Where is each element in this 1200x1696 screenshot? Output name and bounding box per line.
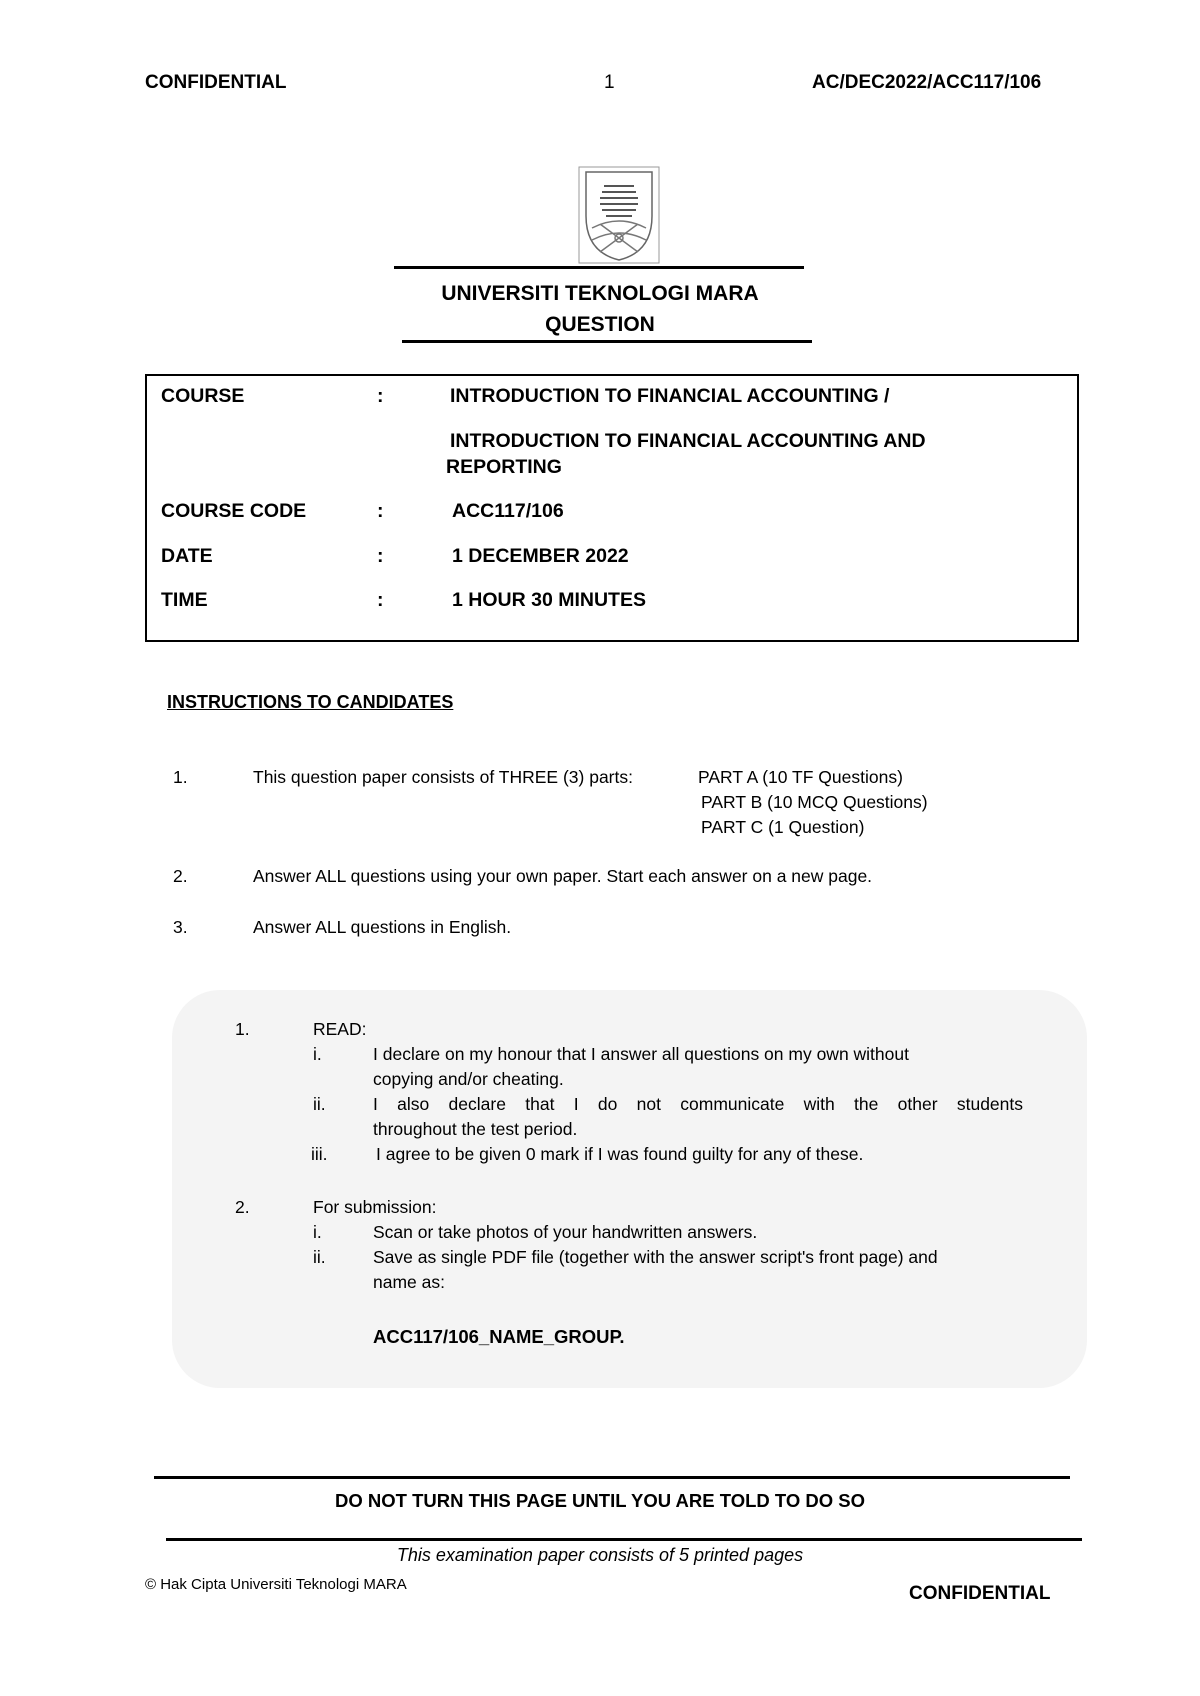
footer-rule-top xyxy=(154,1476,1070,1479)
university-logo xyxy=(578,166,660,264)
time-label: TIME xyxy=(161,589,208,611)
declaration-title: For submission: xyxy=(313,1197,437,1217)
declaration-sub-text: copying and/or cheating. xyxy=(373,1069,564,1089)
university-name: UNIVERSITI TEKNOLOGI MARA xyxy=(441,282,759,305)
declaration-sub-text: name as: xyxy=(373,1272,445,1292)
declaration-sub-text: Save as single PDF file (together with the answer script's front page) and xyxy=(373,1247,938,1267)
title-rule-bottom xyxy=(402,340,812,343)
instruction-part: PART C (1 Question) xyxy=(701,817,865,837)
footer-rule-bottom xyxy=(166,1538,1082,1541)
copyright: © Hak Cipta Universiti Teknologi MARA xyxy=(145,1576,407,1593)
course-value-line1: INTRODUCTION TO FINANCIAL ACCOUNTING / xyxy=(450,385,890,407)
do-not-turn-warning: DO NOT TURN THIS PAGE UNTIL YOU ARE TOLD TO DO SO xyxy=(334,1490,866,1511)
instructions-heading: INSTRUCTIONS TO CANDIDATES xyxy=(167,692,454,712)
instruction-number: 3. xyxy=(173,917,188,937)
course-code-label: COURSE CODE xyxy=(161,500,307,522)
date-value: 1 DECEMBER 2022 xyxy=(452,545,629,567)
header-confidential: CONFIDENTIAL xyxy=(145,72,287,93)
course-value-line3: REPORTING xyxy=(446,456,562,478)
page-number: 1 xyxy=(604,72,615,93)
pages-note: This examination paper consists of 5 printed pages xyxy=(396,1545,804,1565)
course-label: COURSE xyxy=(161,385,245,407)
instruction-part: PART A (10 TF Questions) xyxy=(698,767,903,787)
declaration-sub-number: ii. xyxy=(313,1247,326,1267)
declaration-number: 1. xyxy=(235,1019,250,1039)
instruction-part: PART B (10 MCQ Questions) xyxy=(701,792,928,812)
colon: : xyxy=(377,500,384,522)
colon: : xyxy=(377,385,384,407)
paper-code: AC/DEC2022/ACC117/106 xyxy=(812,72,1042,93)
time-value: 1 HOUR 30 MINUTES xyxy=(452,589,646,611)
declaration-sub-text: I also declare that I do not communicate with the other students xyxy=(373,1094,1023,1114)
declaration-sub-number: i. xyxy=(313,1222,322,1242)
course-value-line2: INTRODUCTION TO FINANCIAL ACCOUNTING AND xyxy=(450,430,926,452)
declaration-sub-text: I agree to be given 0 mark if I was found guilty for any of these. xyxy=(376,1144,864,1164)
declaration-sub-number: ii. xyxy=(313,1094,326,1114)
instruction-number: 1. xyxy=(173,767,188,787)
date-label: DATE xyxy=(161,545,213,567)
declaration-number: 2. xyxy=(235,1197,250,1217)
declaration-sub-number: i. xyxy=(313,1044,322,1064)
colon: : xyxy=(377,589,384,611)
colon: : xyxy=(377,545,384,567)
instruction-number: 2. xyxy=(173,866,188,886)
submission-filename: ACC117/106_NAME_GROUP. xyxy=(373,1326,625,1347)
course-code-value: ACC117/106 xyxy=(452,500,564,522)
footer-confidential: CONFIDENTIAL xyxy=(909,1583,1051,1604)
instruction-text: Answer ALL questions using your own paper. Start each answer on a new page. xyxy=(253,866,873,886)
declaration-sub-text: throughout the test period. xyxy=(373,1119,578,1139)
instruction-text: Answer ALL questions in English. xyxy=(253,917,512,937)
declaration-sub-text: I declare on my honour that I answer all questions on my own without xyxy=(373,1044,909,1064)
declaration-sub-number: iii. xyxy=(311,1144,328,1164)
declaration-title: READ: xyxy=(313,1019,367,1039)
title-rule-top xyxy=(394,266,804,269)
declaration-sub-text: Scan or take photos of your handwritten answers. xyxy=(373,1222,758,1242)
instruction-text: This question paper consists of THREE (3) parts: xyxy=(253,767,633,787)
document-type: QUESTION xyxy=(545,313,655,336)
